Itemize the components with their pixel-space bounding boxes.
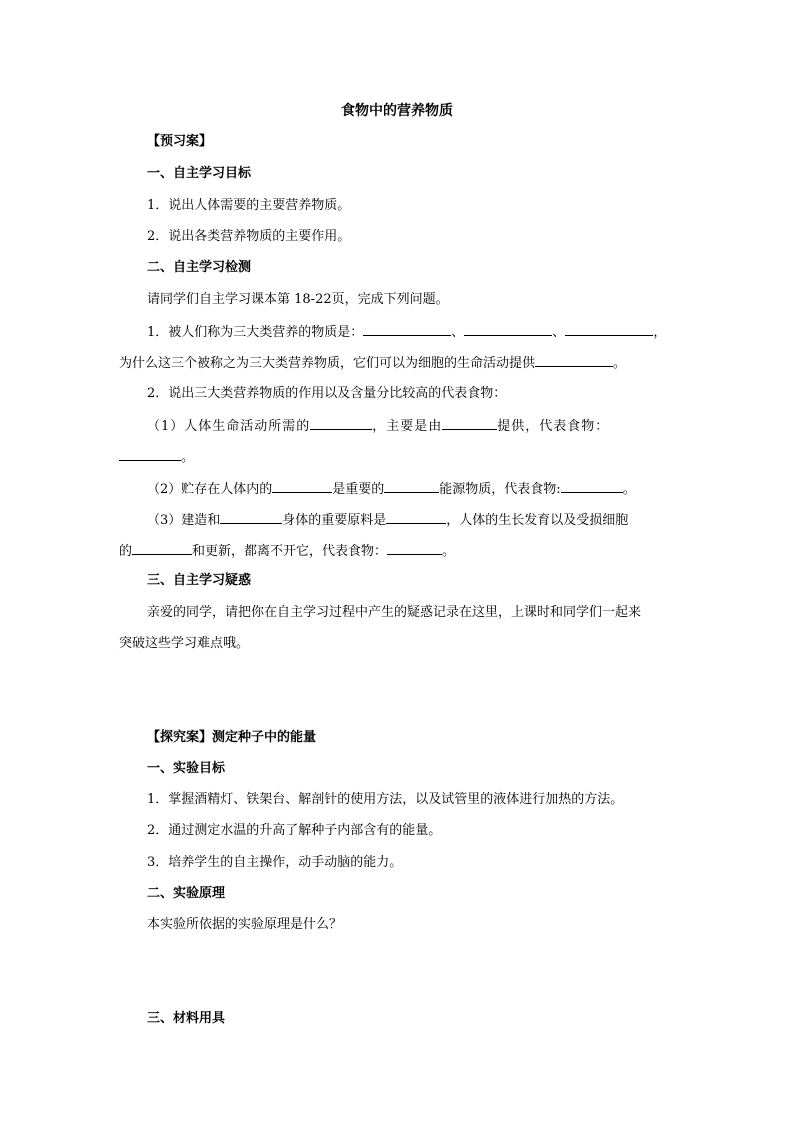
- principle-question: 本实验所依据的实验原理是什么？: [147, 917, 343, 932]
- preview-header: 【预习案】: [147, 134, 213, 149]
- answer-blank[interactable]: [565, 321, 653, 336]
- question-2-1-line-2: 。: [119, 446, 194, 468]
- question-2-1-line-1: （1）人体生命活动所需的 ，主要是由 提供，代表食物：: [147, 415, 609, 437]
- question-2-2: （2）贮存在人体内的 是重要的 能源物质，代表食物: 。: [147, 478, 636, 500]
- answer-blank[interactable]: [272, 478, 332, 493]
- answer-blank[interactable]: [386, 509, 446, 524]
- experiment-goal-2: 2．通过测定水温的升高了解种子内部含有的能量。: [147, 823, 442, 838]
- answer-blank[interactable]: [561, 478, 623, 493]
- answer-blank[interactable]: [363, 321, 451, 336]
- explore-section1-title: 一、实验目标: [147, 761, 226, 776]
- answer-blank[interactable]: [464, 321, 552, 336]
- answer-blank[interactable]: [132, 540, 192, 555]
- question-2-3-line-1: （3）建造和 身体的重要原料是 ，人体的生长发育以及受损细胞: [147, 509, 628, 531]
- doubts-text-line-2: 突破这些学习难点哦。: [119, 636, 250, 651]
- preview-section3-title: 三、自主学习疑惑: [147, 573, 252, 588]
- answer-blank[interactable]: [535, 352, 613, 367]
- explore-section2-title: 二、实验原理: [147, 886, 226, 901]
- question-1-line-1: 1．被人们称为三大类营养的物质是： 、 、 ，: [147, 321, 666, 343]
- doubts-text-line-1: 亲爱的同学，请把你在自主学习过程中产生的疑惑记录在这里，上课时和同学们一起来: [147, 605, 642, 620]
- preview-goal-1: 1．说出人体需要的主要营养物质。: [147, 198, 351, 213]
- explore-header: 【探究案】测定种子中的能量: [147, 730, 317, 745]
- explore-section3-title: 三、材料用具: [147, 1011, 226, 1026]
- question-1-line-2: 为什么这三个被称之为三大类营养物质，它们可以为细胞的生命活动提供 。: [119, 352, 626, 374]
- experiment-goal-1: 1．掌握酒精灯、铁架台、解剖针的使用方法，以及试管里的液体进行加热的方法。: [147, 792, 624, 807]
- experiment-goal-3: 3．培养学生的自主操作，动手动脑的能力。: [147, 855, 403, 870]
- answer-blank[interactable]: [119, 446, 181, 461]
- preview-goal-2: 2．说出各类营养物质的主要作用。: [147, 229, 351, 244]
- page-title: 食物中的营养物质: [341, 103, 453, 119]
- answer-blank[interactable]: [387, 540, 442, 555]
- answer-blank[interactable]: [220, 509, 282, 524]
- answer-blank[interactable]: [310, 415, 372, 430]
- answer-blank[interactable]: [442, 415, 497, 430]
- preview-section2-title: 二、自主学习检测: [147, 260, 252, 275]
- preview-section1-title: 一、自主学习目标: [147, 166, 252, 181]
- question-2: 2．说出三大类营养物质的作用以及含量分比较高的代表食物：: [147, 386, 507, 401]
- preview-section2-intro: 请同学们自主学习课本第 18-22页，完成下列问题。: [147, 292, 449, 307]
- answer-blank[interactable]: [384, 478, 439, 493]
- question-2-3-line-2: 的 和更新，都离不开它，代表食物： 。: [119, 540, 455, 562]
